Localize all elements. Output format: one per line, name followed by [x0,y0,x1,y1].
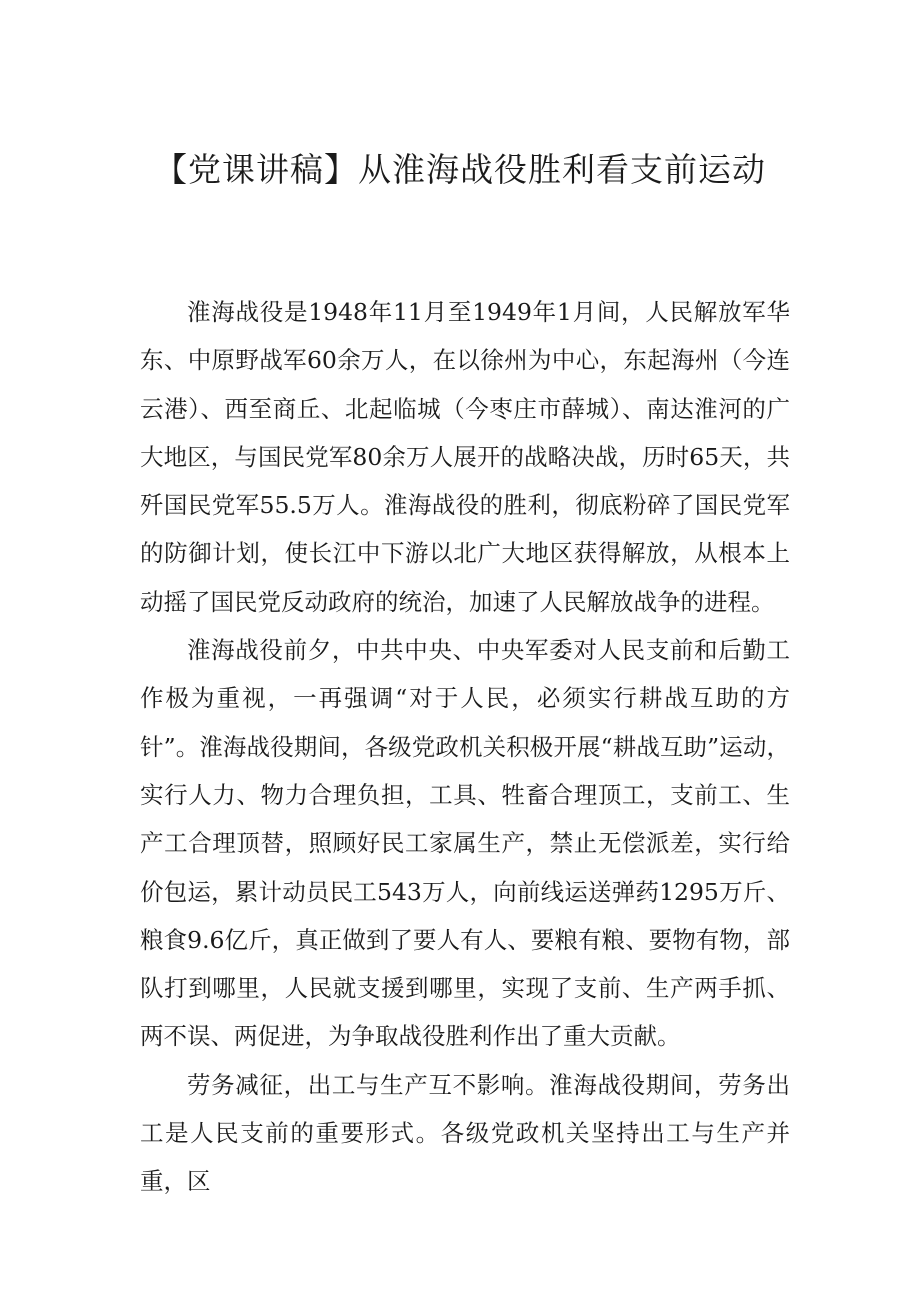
paragraph-1: 淮海战役是1948年11月至1949年1月间，人民解放军华东、中原野战军60余万人，在以徐州为中心，东起海州（今连云港）、西至商丘、北起临城（今枣庄市薛城）、南达淮河的广大地区，与国民党军80余万人展开的战略决战，历时65天，共歼国民党军55.5万人。淮海战役的胜利，彻底粉碎了国民党军的防御计划，使长江中下游以北广大地区获得解放，从根本上动摇了国民党反动政府的统治，加速了人民解放战争的进程。 [140,298,790,616]
paragraph-3: 劳务减征，出工与生产互不影响。淮海战役期间，劳务出工是人民支前的重要形式。各级党政机关坚持出工与生产并重，区 [140,1070,790,1196]
paragraph-2: 淮海战役前夕，中共中央、中央军委对人民支前和后勤工作极为重视，一再强调“对于人民，必须实行耕战互助的方针”。淮海战役期间，各级党政机关积极开展“耕战互助”运动，实行人力、物力合理负担，工具、牲畜合理顶工，支前工、生产工合理顶替，照顾好民工家属生产，禁止无偿派差，实行给价包运，累计动员民工543万人，向前线运送弹药1295万斤、粮食9.6亿斤，真正做到了要人有人、要粮有粮、要物有物，部队打到哪里，人民就支援到哪里，实现了支前、生产两手抓、两不误、两促进，为争取战役胜利作出了重大贡献。 [140,636,790,1051]
document-title: 【党课讲稿】从淮海战役胜利看支前运动 [154,150,766,189]
document-body [140,288,790,1206]
